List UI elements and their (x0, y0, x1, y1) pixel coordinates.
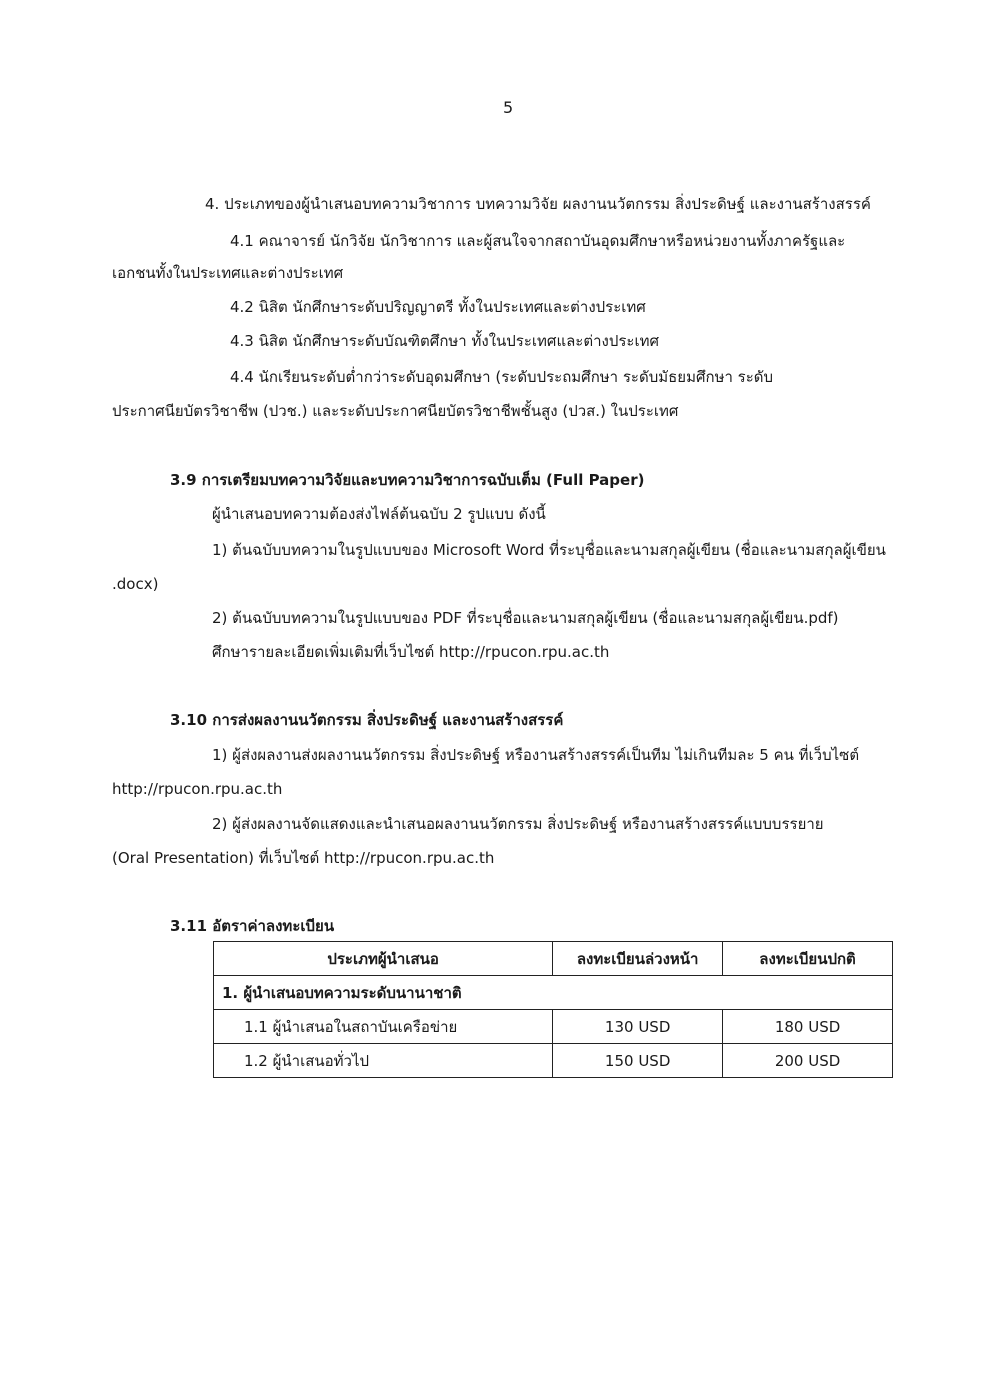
section-3-10-item2-line2: (Oral Presentation) ที่เว็บไซต์ http://rpucon.rpu.ac.th (112, 849, 495, 867)
section-3-9-item1-line2: .docx) (112, 575, 159, 593)
section-3-9-title: 3.9 การเตรียมบทความวิจัยและบทความวิชาการฉบับเต็ม (Full Paper) (170, 471, 645, 489)
item-4-2: 4.2 นิสิต นักศึกษาระดับปริญญาตรี ทั้งในประเทศและต่างประเทศ (230, 298, 646, 316)
header-early-registration: ลงทะเบียนล่วงหน้า (553, 942, 723, 976)
item-4-4-line1: 4.4 นักเรียนระดับต่ำกว่าระดับอุดมศึกษา (ระดับประถมศึกษา ระดับมัธยมศึกษา ระดับ (230, 368, 774, 386)
table-header-row (214, 942, 893, 976)
row-regular-fee: 180 USD (723, 1010, 893, 1044)
row-type: 1.1 ผู้นำเสนอในสถาบันเครือข่าย (214, 1010, 553, 1044)
section-3-10-item1-line1: 1) ผู้ส่งผลงานส่งผลงานนวัตกรรม สิ่งประดิษฐ์ หรืองานสร้างสรรค์เป็นทีม ไม่เกินทีมละ 5 คน ที่เว็บไซต์ (212, 746, 860, 764)
row-early-fee: 150 USD (553, 1044, 723, 1078)
row-early-fee: 130 USD (553, 1010, 723, 1044)
section-3-9-more-info: ศึกษารายละเอียดเพิ่มเติมที่เว็บไซต์ http://rpucon.rpu.ac.th (212, 643, 610, 661)
section-3-11-title: 3.11 อัตราค่าลงทะเบียน (170, 917, 335, 935)
header-presenter-type: ประเภทผู้นำเสนอ (214, 942, 553, 976)
row-regular-fee: 200 USD (723, 1044, 893, 1078)
header-regular-registration: ลงทะเบียนปกติ (723, 942, 893, 976)
section-3-10-title: 3.10 การส่งผลงานนวัตกรรม สิ่งประดิษฐ์ และงานสร้างสรรค์ (170, 711, 564, 729)
section-3-9-item1-line1: 1) ต้นฉบับบทความในรูปแบบของ Microsoft Word ที่ระบุชื่อและนามสกุลผู้เขียน (ชื่อและนามสกุลผู้เขียน (212, 541, 886, 559)
section-3-10-item2-line1: 2) ผู้ส่งผลงานจัดแสดงและนำเสนอผลงานนวัตกรรม สิ่งประดิษฐ์ หรืองานสร้างสรรค์แบบบรรยาย (212, 815, 824, 833)
section-3-9-intro: ผู้นำเสนอบทความต้องส่งไฟล์ต้นฉบับ 2 รูปแบบ ดังนี้ (212, 505, 546, 523)
page-number: 5 (503, 98, 514, 117)
registration-fee-table (213, 941, 893, 1078)
row-type: 1.2 ผู้นำเสนอทั่วไป (214, 1044, 553, 1078)
item-4-4-line2: ประกาศนียบัตรวิชาชีพ (ปวช.) และระดับประกาศนียบัตรวิชาชีพชั้นสูง (ปวส.) ในประเทศ (112, 402, 679, 420)
group-international: 1. ผู้นำเสนอบทความระดับนานาชาติ (214, 976, 893, 1010)
item-4-1-line1: 4.1 คณาจารย์ นักวิจัย นักวิชาการ และผู้สนใจจากสถาบันอุดมศึกษาหรือหน่วยงานทั้งภาครัฐและ (230, 232, 846, 250)
section-3-10-item1-line2: http://rpucon.rpu.ac.th (112, 780, 283, 798)
section-4-title: 4. ประเภทของผู้นำเสนอบทความวิชาการ บทความวิจัย ผลงานนวัตกรรม สิ่งประดิษฐ์ และงานสร้างสรรค์ (205, 195, 871, 213)
table-group-row (214, 976, 893, 1010)
table-row (214, 1044, 893, 1078)
item-4-1-line2: เอกชนทั้งในประเทศและต่างประเทศ (112, 264, 344, 282)
item-4-3: 4.3 นิสิต นักศึกษาระดับบัณฑิตศึกษา ทั้งในประเทศและต่างประเทศ (230, 332, 660, 350)
section-3-9-item2: 2) ต้นฉบับบทความในรูปแบบของ PDF ที่ระบุชื่อและนามสกุลผู้เขียน (ชื่อและนามสกุลผู้เขียน.pdf) (212, 609, 839, 627)
table-row (214, 1010, 893, 1044)
